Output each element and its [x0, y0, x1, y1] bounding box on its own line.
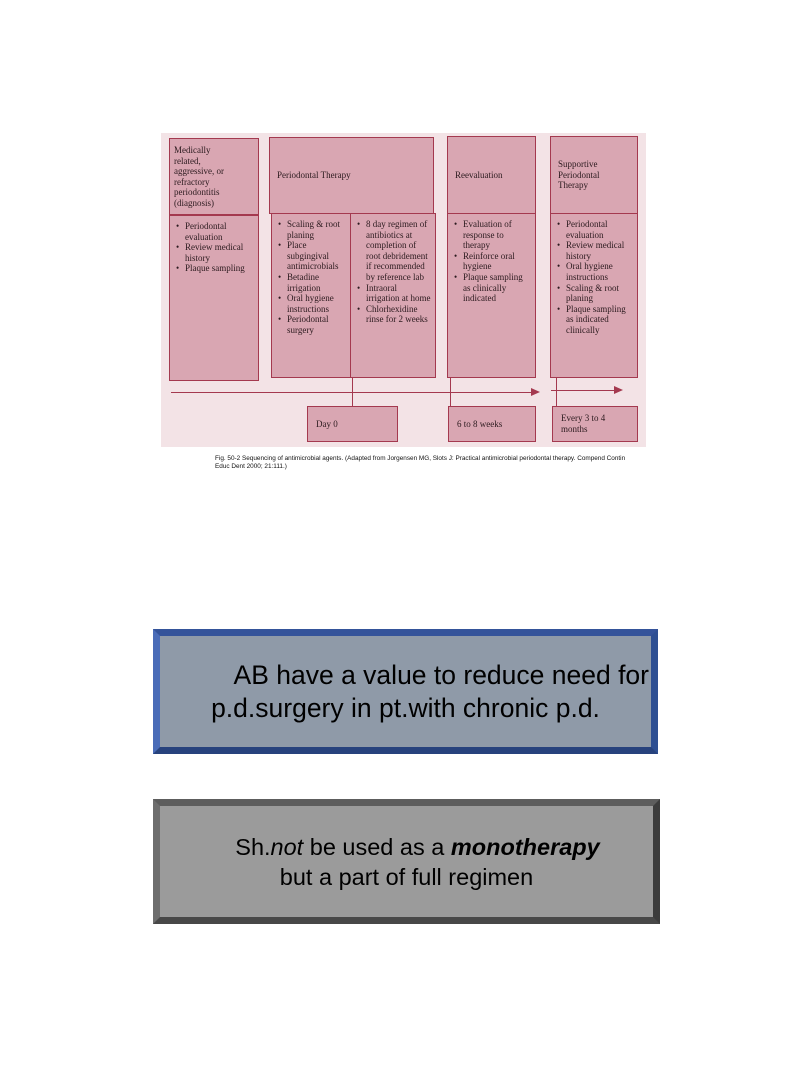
bullet-list [351, 214, 435, 325]
list-item: • Place subgingival antimicrobials [278, 240, 348, 272]
header-line: Supportive [558, 159, 598, 170]
list-item: • Chlorhexidine rinse for 2 weeks [357, 304, 432, 325]
list-item: • Intraoral irrigation at home [357, 283, 432, 304]
header-line: Reevaluation [455, 169, 503, 180]
box-therapy-bullets-left [271, 213, 352, 378]
bullet-list [272, 214, 351, 336]
list-item: • Betadine irrigation [278, 272, 348, 293]
timeline-label: Every 3 to 4 months [561, 413, 606, 434]
list-item: • Review medical history [557, 240, 634, 261]
list-item: • Oral hygiene instructions [557, 261, 634, 282]
header-line: (diagnosis) [174, 197, 214, 208]
header-line: refractory [174, 176, 210, 187]
sequencing-figure [161, 133, 646, 447]
list-item: • Periodontal evaluation [557, 219, 634, 240]
timeline-tick-supportive [556, 378, 557, 407]
callout-line-2: p.d.surgery in pt.with chronic p.d. [211, 692, 600, 723]
box-diagnosis-header [169, 138, 259, 215]
box-diagnosis-bullets [169, 215, 259, 381]
header-line: Therapy [558, 180, 588, 191]
text-prefix: Sh. [235, 833, 271, 860]
list-item: • Reinforce oral hygiene [454, 251, 532, 272]
box-supportive-bullets [550, 213, 638, 378]
header-line: Medically [174, 145, 211, 155]
timeline-arrow-2 [614, 386, 623, 394]
list-item: • Oral hygiene instructions [278, 293, 348, 314]
list-item: • Periodontal surgery [278, 314, 348, 335]
callout-line-1: AB have a value to reduce need for [233, 659, 649, 690]
timeline-box-6-8-weeks [448, 406, 536, 442]
box-reevaluation-bullets [447, 213, 536, 378]
list-item: • Review medical history [176, 242, 255, 263]
timeline-label: 6 to 8 weeks [457, 418, 503, 429]
list-item: • Evaluation of response to therapy [454, 219, 532, 251]
timeline-arrow [531, 388, 540, 396]
list-item: • Plaque sampling as clinically indicated [454, 272, 532, 304]
timeline-label: Day 0 [316, 418, 338, 429]
header-line: aggressive, or [174, 166, 224, 177]
list-item: • Plaque sampling as indicated clinically [557, 304, 634, 336]
box-therapy-header [269, 137, 434, 214]
box-reevaluation-header [447, 136, 536, 214]
bullet-list [551, 214, 637, 336]
header-line: Periodontal [558, 169, 600, 180]
list-item: • Scaling & root planing [278, 219, 348, 240]
timeline-tick-reeval [450, 378, 451, 407]
list-item: • Scaling & root planing [557, 283, 634, 304]
timeline-box-every-3-4-months [552, 406, 638, 442]
header-line: periodontitis [174, 187, 220, 198]
figure-caption: Fig. 50-2 Sequencing of antimicrobial agents. (Adapted from Jorgensen MG, Slots J: Practical antimicrobial periodontal therapy. Compend Contin Educ Dent 2000; 21:111.) [215, 455, 626, 471]
bullet-list [170, 216, 258, 274]
callout-antibiotic-value [153, 629, 658, 754]
box-supportive-header [550, 136, 638, 214]
text-italic-not: not [270, 833, 304, 860]
timeline-line-2 [551, 390, 616, 391]
text-bold-monotherapy: monotherapy [450, 833, 600, 860]
timeline-tick-day0 [352, 378, 353, 407]
timeline-box-day0 [307, 406, 398, 442]
callout-not-monotherapy [153, 799, 660, 924]
box-therapy-bullets-right [350, 213, 436, 378]
list-item: • Periodontal evaluation [176, 221, 255, 242]
text-middle: be used as a [303, 833, 451, 860]
header-line: Periodontal Therapy [277, 170, 351, 181]
callout-line-1 [213, 832, 599, 862]
header-line: related, [174, 155, 201, 166]
list-item: • 8 day regimen of antibiotics at completion of root debridement if recommended by reference lab [357, 219, 432, 283]
bullet-list [448, 214, 535, 304]
list-item: • Plaque sampling [176, 263, 255, 274]
callout-line-2: but a part of full regimen [279, 863, 534, 890]
